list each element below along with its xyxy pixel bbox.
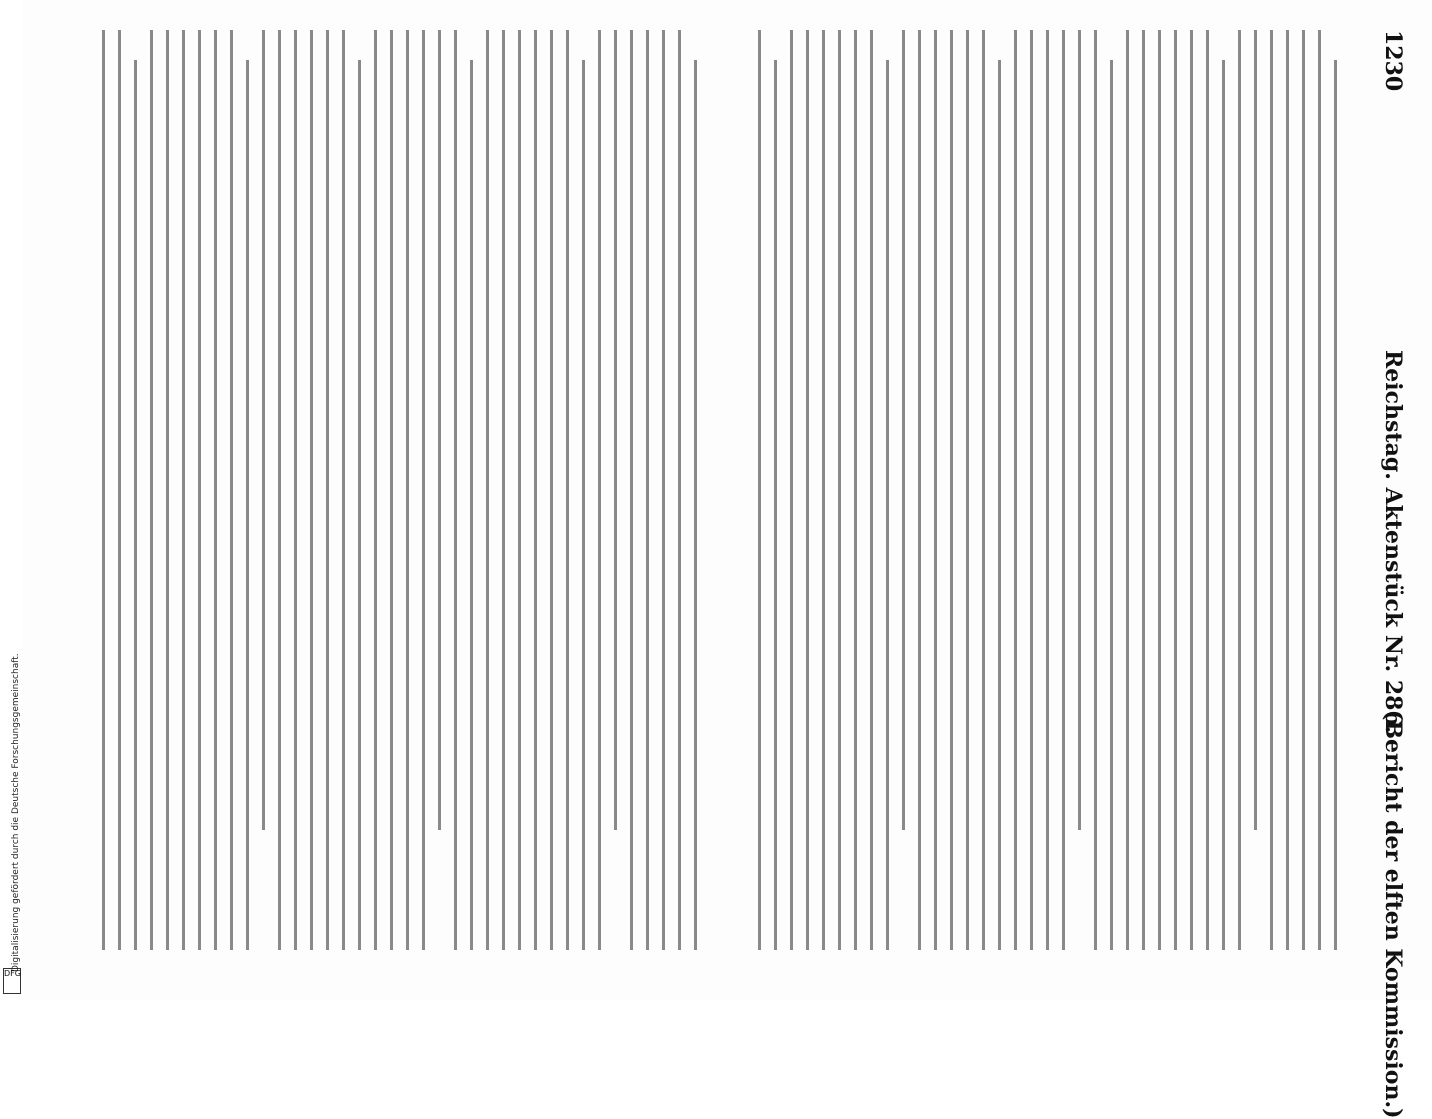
text-line	[438, 30, 441, 830]
text-line	[566, 30, 569, 950]
text-line	[406, 30, 409, 950]
text-line	[1126, 30, 1129, 950]
page-number: 1230	[1380, 30, 1406, 92]
text-line	[214, 30, 217, 950]
text-line	[1302, 30, 1305, 950]
text-line	[390, 30, 393, 950]
text-line	[1174, 30, 1177, 950]
text-line	[822, 30, 825, 950]
text-line	[694, 60, 697, 950]
text-line	[1142, 30, 1145, 950]
text-line	[486, 30, 489, 950]
text-line	[198, 30, 201, 950]
text-line	[230, 30, 233, 950]
text-line	[1110, 60, 1113, 950]
text-line	[470, 60, 473, 950]
text-line	[838, 30, 841, 950]
text-line	[614, 30, 617, 830]
text-line	[790, 30, 793, 950]
text-line	[534, 30, 537, 950]
text-line	[1238, 30, 1241, 950]
text-line	[950, 30, 953, 950]
text-line	[598, 30, 601, 950]
document-page	[90, 20, 1420, 1119]
text-line	[1270, 30, 1273, 950]
text-line	[758, 30, 761, 950]
header-section: (Bericht der elften Kommission.)	[1380, 710, 1406, 1119]
text-line	[182, 30, 185, 950]
text-column-right	[750, 20, 1420, 980]
text-line	[326, 30, 329, 950]
text-line	[102, 30, 105, 950]
text-line	[134, 60, 137, 950]
text-line	[518, 30, 521, 950]
text-line	[1222, 60, 1225, 950]
text-line	[1254, 30, 1257, 830]
text-line	[1190, 30, 1193, 950]
text-line	[1030, 30, 1033, 950]
text-line	[902, 30, 905, 830]
text-line	[646, 30, 649, 950]
text-line	[582, 60, 585, 950]
text-line	[1158, 30, 1161, 950]
text-line	[998, 60, 1001, 950]
text-line	[806, 30, 809, 950]
header-title: Reichstag. Aktenstück Nr. 286.	[1380, 350, 1406, 734]
text-line	[1062, 30, 1065, 950]
text-line	[854, 30, 857, 950]
text-line	[1206, 30, 1209, 950]
text-line	[630, 30, 633, 950]
text-line	[278, 30, 281, 950]
dfg-logo-icon: DFG	[3, 968, 21, 994]
text-line	[358, 60, 361, 950]
text-line	[246, 60, 249, 950]
text-line	[294, 30, 297, 950]
text-line	[166, 30, 169, 950]
text-line	[118, 30, 121, 950]
text-line	[966, 30, 969, 950]
text-line	[678, 30, 681, 950]
text-line	[1078, 30, 1081, 830]
credit-strip	[0, 0, 22, 1000]
text-line	[1318, 30, 1321, 950]
text-line	[982, 30, 985, 950]
text-line	[262, 30, 265, 830]
text-line	[1286, 30, 1289, 950]
text-line	[934, 30, 937, 950]
text-line	[774, 60, 777, 950]
text-column-left	[90, 20, 730, 980]
text-line	[502, 30, 505, 950]
text-line	[374, 30, 377, 950]
text-line	[886, 60, 889, 950]
text-line	[662, 30, 665, 950]
text-line	[1046, 30, 1049, 950]
digitization-credit: Digitalisierung gefördert durch die Deutsche Forschungsgemeinschaft.	[11, 653, 21, 972]
text-line	[342, 30, 345, 950]
text-line	[422, 30, 425, 950]
text-line	[310, 30, 313, 950]
text-line	[454, 30, 457, 950]
text-line	[918, 30, 921, 950]
text-line	[1094, 30, 1097, 950]
text-line	[1014, 30, 1017, 950]
text-line	[1334, 60, 1337, 950]
text-line	[550, 30, 553, 950]
text-line	[150, 30, 153, 950]
text-line	[870, 30, 873, 950]
